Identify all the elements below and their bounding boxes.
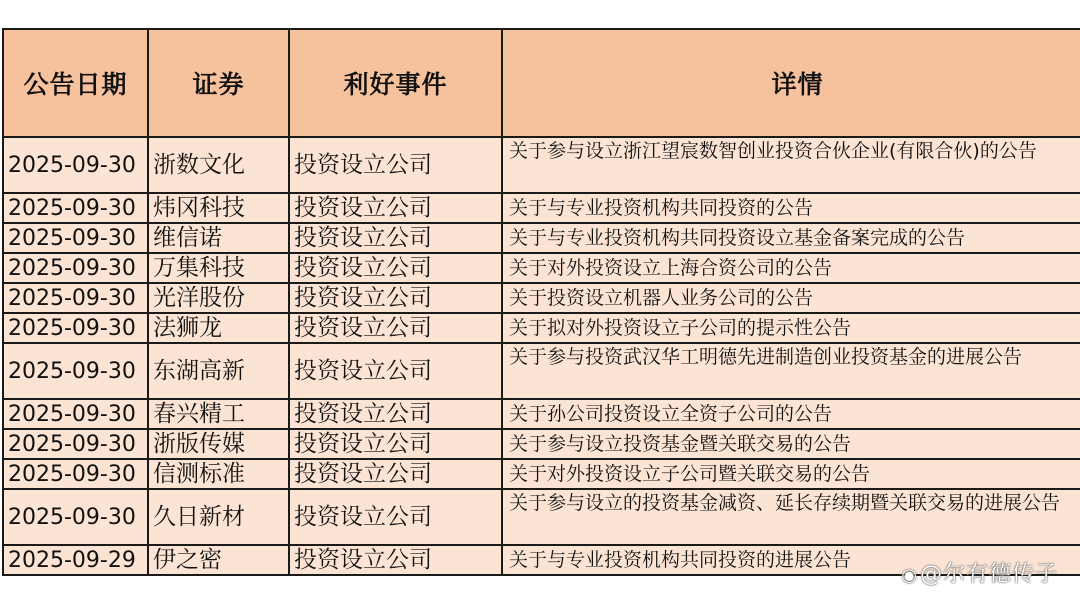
- announcement-table-container: [2, 28, 1080, 580]
- cell-detail: 关于参与设立的投资基金减资、延长存续期暨关联交易的进展公告: [502, 489, 1080, 545]
- table-row: [3, 343, 1080, 399]
- cell-date: 2025-09-30: [3, 283, 148, 313]
- cell-event: 投资设立公司: [289, 137, 502, 193]
- cell-security: 维信诺: [148, 223, 289, 253]
- cell-date: 2025-09-30: [3, 137, 148, 193]
- cell-event: 投资设立公司: [289, 253, 502, 283]
- cell-date: 2025-09-30: [3, 399, 148, 429]
- table-row: [3, 313, 1080, 343]
- announcement-table: [2, 28, 1080, 576]
- cell-event: 投资设立公司: [289, 545, 502, 575]
- cell-event: 投资设立公司: [289, 283, 502, 313]
- cell-detail: 关于参与设立浙江望宸数智创业投资合伙企业(有限合伙)的公告: [502, 137, 1080, 193]
- cell-event: 投资设立公司: [289, 193, 502, 223]
- cell-event: 投资设立公司: [289, 489, 502, 545]
- table-row: [3, 283, 1080, 313]
- cell-date: 2025-09-30: [3, 429, 148, 459]
- cell-date: 2025-09-29: [3, 545, 148, 575]
- table-row: [3, 489, 1080, 545]
- cell-event: 投资设立公司: [289, 223, 502, 253]
- table-row: [3, 399, 1080, 429]
- cell-security: 浙数文化: [148, 137, 289, 193]
- cell-date: 2025-09-30: [3, 223, 148, 253]
- cell-event: 投资设立公司: [289, 343, 502, 399]
- cell-security: 信测标准: [148, 459, 289, 489]
- cell-event: 投资设立公司: [289, 429, 502, 459]
- cell-detail: 关于孙公司投资设立全资子公司的公告: [502, 399, 1080, 429]
- cell-date: 2025-09-30: [3, 489, 148, 545]
- cell-date: 2025-09-30: [3, 313, 148, 343]
- header-date: 公告日期: [3, 29, 148, 137]
- cell-detail: 关于参与设立投资基金暨关联交易的公告: [502, 429, 1080, 459]
- cell-date: 2025-09-30: [3, 343, 148, 399]
- watermark-text: @尔有德传子: [919, 562, 1058, 587]
- header-detail: 详情: [502, 29, 1080, 137]
- header-security: 证券: [148, 29, 289, 137]
- cell-detail: 关于与专业投资机构共同投资设立基金备案完成的公告: [502, 223, 1080, 253]
- cell-detail: 关于与专业投资机构共同投资的进展公告: [502, 545, 1080, 575]
- cell-date: 2025-09-30: [3, 253, 148, 283]
- table-row: [3, 253, 1080, 283]
- weibo-eye-icon: ◉: [901, 565, 918, 586]
- cell-security: 浙版传媒: [148, 429, 289, 459]
- cell-detail: 关于拟对外投资设立子公司的提示性公告: [502, 313, 1080, 343]
- cell-date: 2025-09-30: [3, 193, 148, 223]
- header-event: 利好事件: [289, 29, 502, 137]
- table-row: [3, 193, 1080, 223]
- cell-security: 伊之密: [148, 545, 289, 575]
- cell-security: 光洋股份: [148, 283, 289, 313]
- watermark: [901, 557, 1058, 588]
- cell-date: 2025-09-30: [3, 459, 148, 489]
- cell-event: 投资设立公司: [289, 313, 502, 343]
- cell-detail: 关于对外投资设立上海合资公司的公告: [502, 253, 1080, 283]
- cell-detail: 关于对外投资设立子公司暨关联交易的公告: [502, 459, 1080, 489]
- cell-security: 炜冈科技: [148, 193, 289, 223]
- cell-security: 久日新材: [148, 489, 289, 545]
- cell-detail: 关于与专业投资机构共同投资的公告: [502, 193, 1080, 223]
- cell-detail: 关于参与投资武汉华工明德先进制造创业投资基金的进展公告: [502, 343, 1080, 399]
- cell-detail: 关于投资设立机器人业务公司的公告: [502, 283, 1080, 313]
- cell-event: 投资设立公司: [289, 459, 502, 489]
- cell-security: 春兴精工: [148, 399, 289, 429]
- cell-security: 法狮龙: [148, 313, 289, 343]
- table-row: [3, 137, 1080, 193]
- header-row: [3, 29, 1080, 137]
- cell-event: 投资设立公司: [289, 399, 502, 429]
- cell-security: 东湖高新: [148, 343, 289, 399]
- table-row: [3, 429, 1080, 459]
- table-row: [3, 223, 1080, 253]
- table-row: [3, 459, 1080, 489]
- cell-security: 万集科技: [148, 253, 289, 283]
